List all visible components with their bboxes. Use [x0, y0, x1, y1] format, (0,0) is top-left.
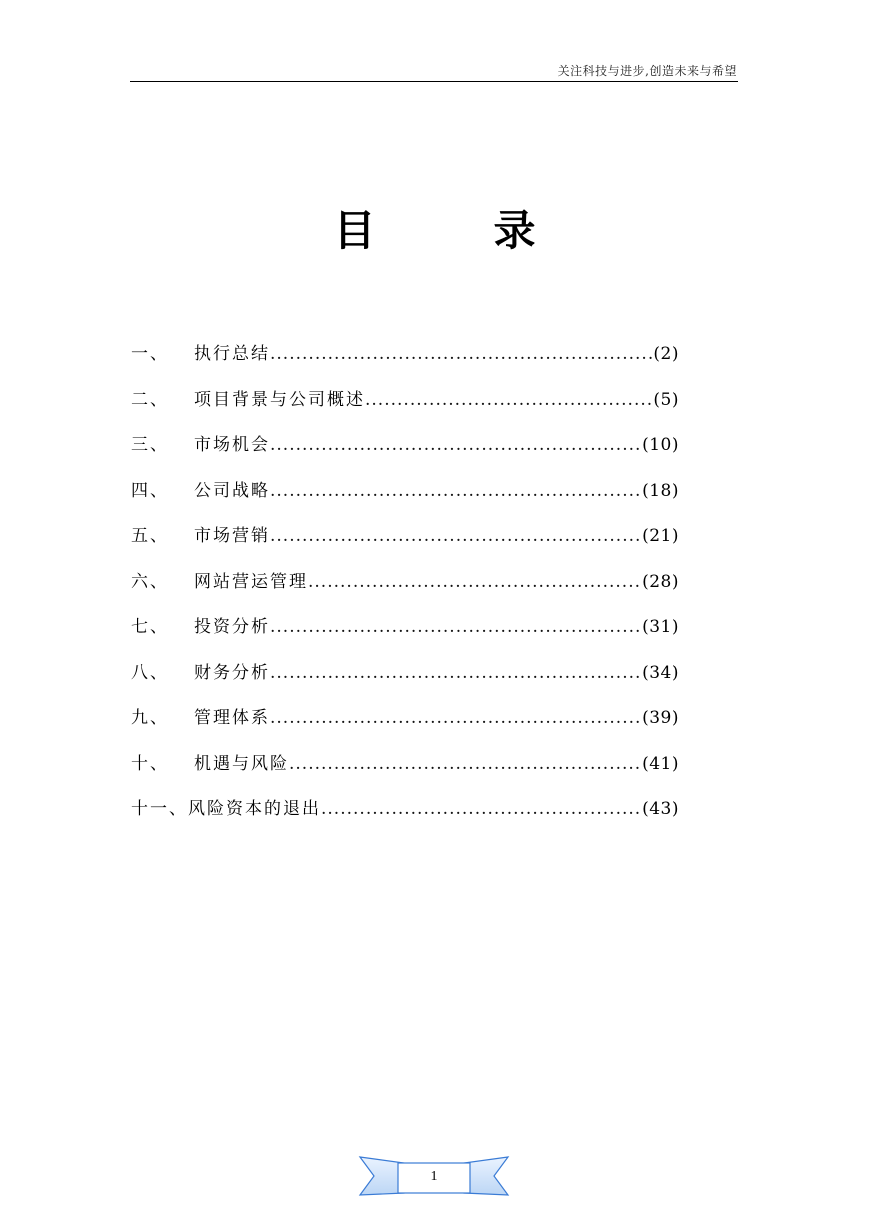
toc-leader-dots — [321, 795, 642, 823]
toc-entry-page: (28) — [642, 571, 679, 592]
toc-entry-5[interactable] — [131, 522, 679, 568]
toc-entry-number: 三、 — [131, 435, 169, 455]
header-slogan: 关注科技与进步,创造未来与希望 — [557, 64, 737, 78]
toc-entry-label: 公司战略 — [194, 480, 270, 501]
toc-entry-page: (5) — [653, 389, 679, 410]
page-number: 1 — [430, 1169, 438, 1184]
toc-entry-page: (21) — [642, 526, 679, 546]
toc-entry-8[interactable] — [131, 659, 679, 705]
toc-leader-dots — [270, 659, 642, 687]
toc-entry-label: 执行总结 — [194, 344, 270, 364]
toc-entry-label: 市场机会 — [194, 435, 270, 455]
toc-entry-label: 项目背景与公司概述 — [194, 389, 365, 410]
toc-entry-4[interactable] — [131, 477, 679, 523]
toc-entry-page: (41) — [642, 753, 679, 774]
toc-leader-dots — [308, 568, 642, 596]
toc-leader-dots — [289, 750, 642, 778]
toc-entry-7[interactable] — [131, 613, 679, 659]
toc-entry-6[interactable] — [131, 568, 679, 614]
toc-leader-dots — [270, 340, 653, 368]
toc-entry-page: (18) — [642, 480, 679, 501]
toc-entry-number: 十、 — [131, 753, 169, 774]
toc-entry-1[interactable] — [131, 340, 679, 386]
toc-entry-label: 网站营运管理 — [194, 571, 308, 592]
toc-entry-number: 一、 — [131, 344, 169, 364]
toc-entry-label: 风险资本的退出 — [188, 799, 321, 819]
toc-entry-page: (34) — [642, 662, 679, 683]
toc-entry-number: 四、 — [131, 480, 169, 501]
toc-entry-label: 管理体系 — [194, 708, 270, 728]
toc-leader-dots — [270, 477, 642, 505]
toc-title — [0, 205, 869, 257]
toc-entry-page: (31) — [642, 617, 679, 637]
toc-leader-dots — [270, 613, 642, 641]
toc-entry-2[interactable] — [131, 386, 679, 432]
toc-entry-9[interactable] — [131, 704, 679, 750]
toc-leader-dots — [270, 704, 642, 732]
toc-entry-number: 六、 — [131, 571, 169, 592]
toc-entry-page: (39) — [642, 708, 679, 728]
toc-entry-11[interactable] — [131, 795, 679, 841]
toc-entry-3[interactable] — [131, 431, 679, 477]
toc-title-char-2: 录 — [493, 206, 536, 255]
toc-title-char-1: 目 — [333, 206, 376, 255]
toc-entry-number: 七、 — [131, 617, 169, 637]
toc-entry-number: 八、 — [131, 662, 169, 683]
toc-list — [131, 340, 679, 841]
toc-entry-number: 五、 — [131, 526, 169, 546]
toc-entry-label: 投资分析 — [194, 617, 270, 637]
header-rule — [130, 81, 738, 82]
ribbon-right-tail — [464, 1157, 508, 1195]
toc-entry-page: (10) — [642, 435, 679, 455]
toc-entry-number: 二、 — [131, 389, 169, 410]
toc-entry-label: 市场营销 — [194, 526, 270, 546]
toc-leader-dots — [270, 522, 642, 550]
toc-entry-label: 财务分析 — [194, 662, 270, 683]
toc-entry-number: 九、 — [131, 708, 169, 728]
toc-entry-page: (43) — [642, 799, 679, 819]
toc-leader-dots — [270, 431, 642, 459]
toc-entry-10[interactable] — [131, 750, 679, 796]
toc-entry-label: 机遇与风险 — [194, 753, 289, 774]
toc-entry-number: 十一、 — [131, 799, 188, 819]
toc-leader-dots — [365, 386, 653, 414]
toc-entry-page: (2) — [653, 344, 679, 364]
